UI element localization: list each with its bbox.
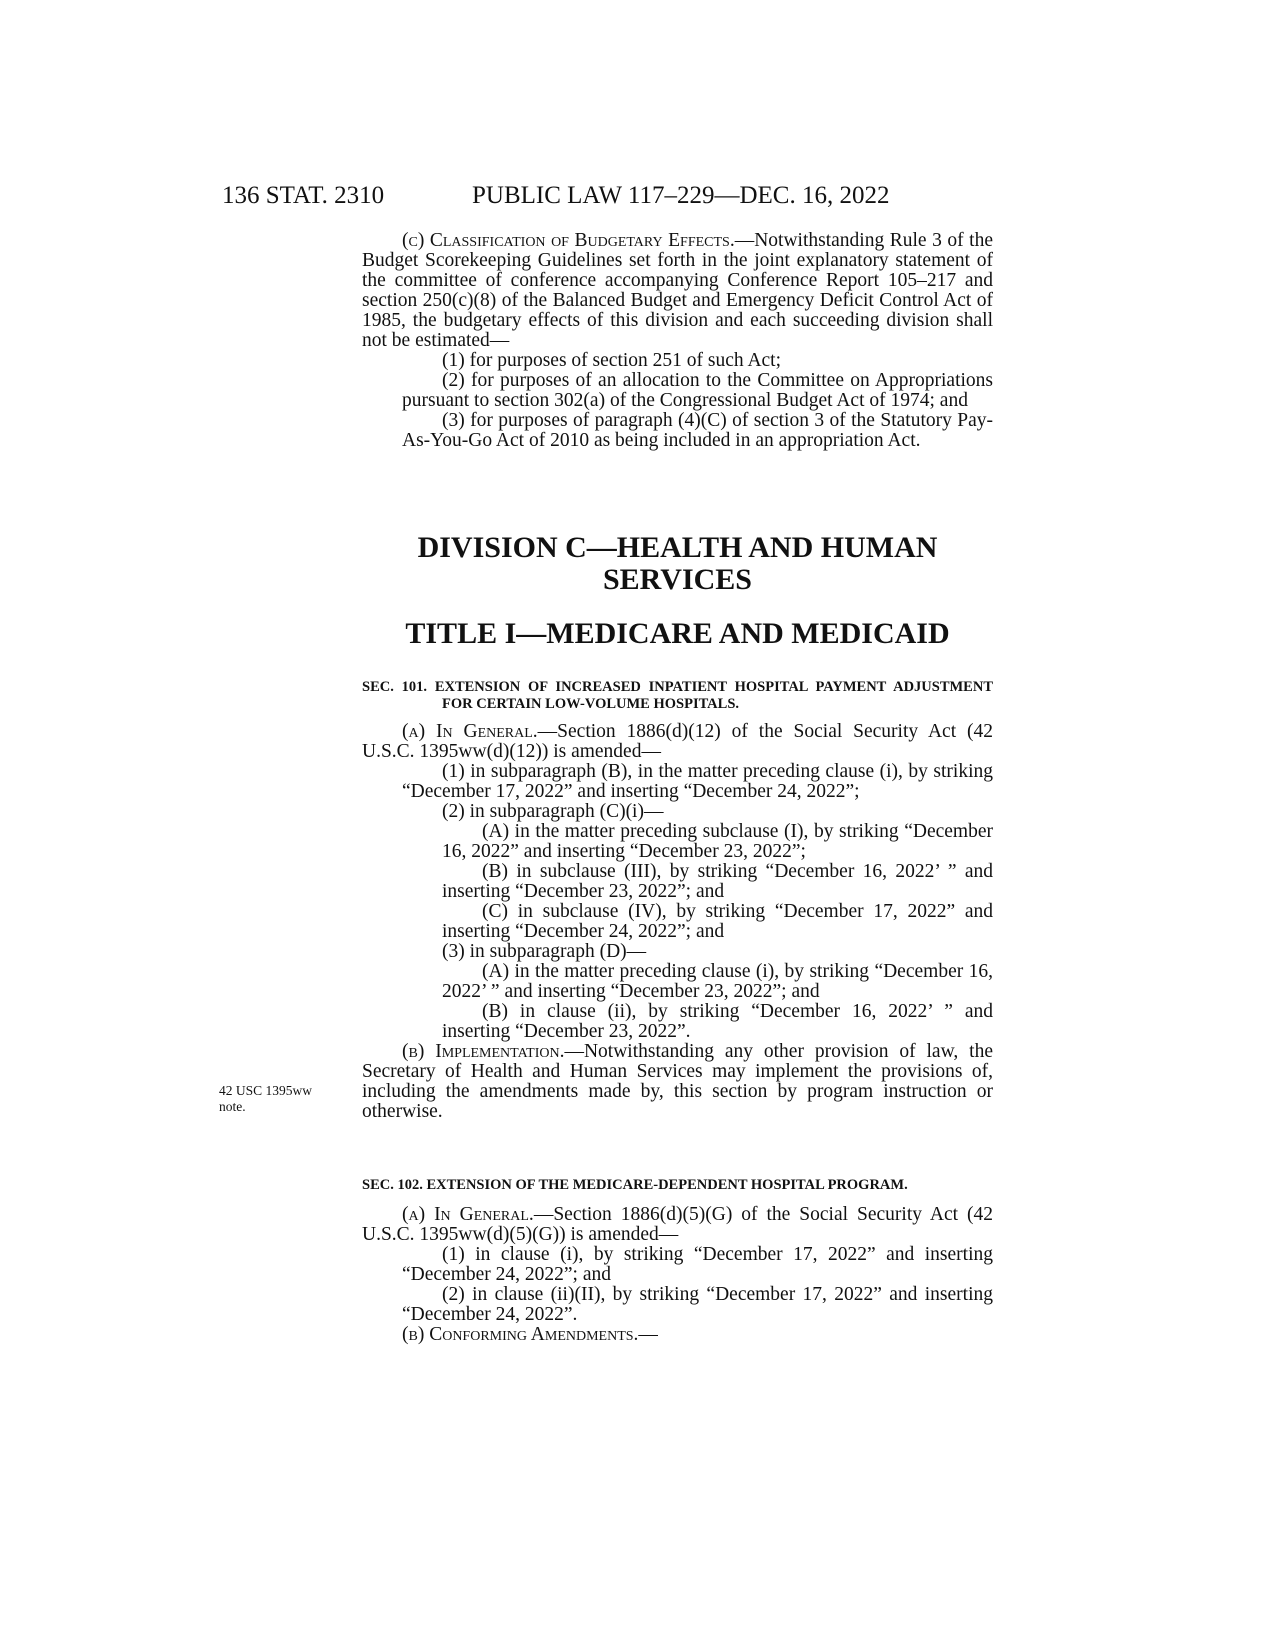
section-102-a2: (2) in clause (ii)(II), by striking “December 17, 2022” and inserting “December 24, 2022”.: [402, 1284, 993, 1325]
paragraph-c2: (2) for purposes of an allocation to the Committee on Appropriations pursuant to section 302(a) of the Congressional Budget Act of 1974; and: [402, 370, 993, 411]
section-102-a1: (1) in clause (i), by striking “December 17, 2022” and inserting “December 24, 2022”; and: [402, 1244, 993, 1285]
section-101-a2C: (C) in subclause (IV), by striking “December 17, 2022” and inserting “December 24, 2022”; and: [442, 901, 993, 942]
subsection-c: [362, 231, 993, 351]
margin-note: [219, 1083, 339, 1115]
section-101-subsection-a: [362, 722, 993, 762]
section-101-a3: (3) in subparagraph (D)—: [442, 941, 647, 962]
section-102-heading: SEC. 102. EXTENSION OF THE MEDICARE-DEPENDENT HOSPITAL PROGRAM.: [362, 1177, 908, 1193]
section-102-a-text: —Section 1886(d)(5)(G) of the Social Security Act (42 U.S.C. 1395ww(d)(5)(G)) is amended—: [362, 1204, 993, 1245]
section-101-block: [362, 679, 993, 1122]
section-102-block: [362, 1177, 993, 1345]
section-102-subsection-b: [362, 1325, 993, 1345]
section-101-a2B: (B) in subclause (III), by striking “December 16, 2022’ ” and inserting “December 23, 2022”; and: [442, 861, 993, 902]
running-header: PUBLIC LAW 117–229—DEC. 16, 2022: [472, 182, 890, 209]
section-102-b-text: —: [638, 1324, 658, 1345]
section-101-a3A: (A) in the matter preceding clause (i), by striking “December 16, 2022’ ” and inserting “December 23, 2022”; and: [442, 961, 993, 1002]
margin-note-line1: 42 USC 1395ww: [219, 1083, 313, 1098]
subsection-c-block: [362, 231, 993, 451]
margin-note-line2: note.: [219, 1099, 246, 1114]
section-101-b-heading: (b) Implementation.: [402, 1041, 565, 1062]
section-102-b-heading: (b) Conforming Amendments.: [402, 1324, 639, 1345]
division-heading-line1: DIVISION C—HEALTH AND HUMAN: [417, 531, 938, 564]
division-heading: [362, 532, 993, 596]
division-heading-line2: SERVICES: [602, 563, 752, 596]
section-101-a3B: (B) in clause (ii), by striking “December 16, 2022’ ” and inserting “December 23, 2022”.: [442, 1001, 993, 1042]
subsection-c-heading: (c) Classification of Budgetary Effects.: [402, 230, 735, 251]
section-102-subsection-a: [362, 1205, 993, 1245]
section-101-a2: (2) in subparagraph (C)(i)—: [442, 801, 664, 822]
subsection-c-text: —Notwithstanding Rule 3 of the Budget Scorekeeping Guidelines set forth in the joint explanatory statement of the committee of conference accompanying Conference Report 105–217 and section 250(c)(8) of the Balanced Budget and Emergency Deficit Control Act of 1985, the budgetary effects of this division and each succeeding division shall not be estimated—: [362, 230, 993, 351]
section-101-a-text: —Section 1886(d)(12) of the Social Security Act (42 U.S.C. 1395ww(d)(12)) is amended—: [362, 721, 993, 762]
section-102-a-heading: (a) In General.: [402, 1204, 534, 1225]
page-stat-citation: 136 STAT. 2310: [222, 182, 385, 209]
title-heading: TITLE I—MEDICARE AND MEDICAID: [405, 617, 950, 650]
section-101-heading: SEC. 101. EXTENSION OF INCREASED INPATIENT HOSPITAL PAYMENT ADJUSTMENT FOR CERTAIN LOW-VOLUME HOSPITALS.: [362, 679, 993, 712]
section-101-a2A: (A) in the matter preceding subclause (I), by striking “December 16, 2022” and inserting “December 23, 2022”;: [442, 821, 993, 862]
section-101-subsection-b: [362, 1042, 993, 1122]
paragraph-c1: (1) for purposes of section 251 of such Act;: [442, 350, 782, 371]
paragraph-c3: (3) for purposes of paragraph (4)(C) of section 3 of the Statutory Pay-As-You-Go Act of 2010 as being included in an appropriation Act.: [402, 410, 993, 451]
section-101-b-text: —Notwithstanding any other provision of law, the Secretary of Health and Human Services may implement the provisions of, including the amendments made by, this section by program instruction or otherwise.: [362, 1041, 993, 1122]
section-101-a1: (1) in subparagraph (B), in the matter preceding clause (i), by striking “December 17, 2022” and inserting “December 24, 2022”;: [402, 761, 993, 802]
section-101-a-heading: (a) In General.: [402, 721, 538, 742]
